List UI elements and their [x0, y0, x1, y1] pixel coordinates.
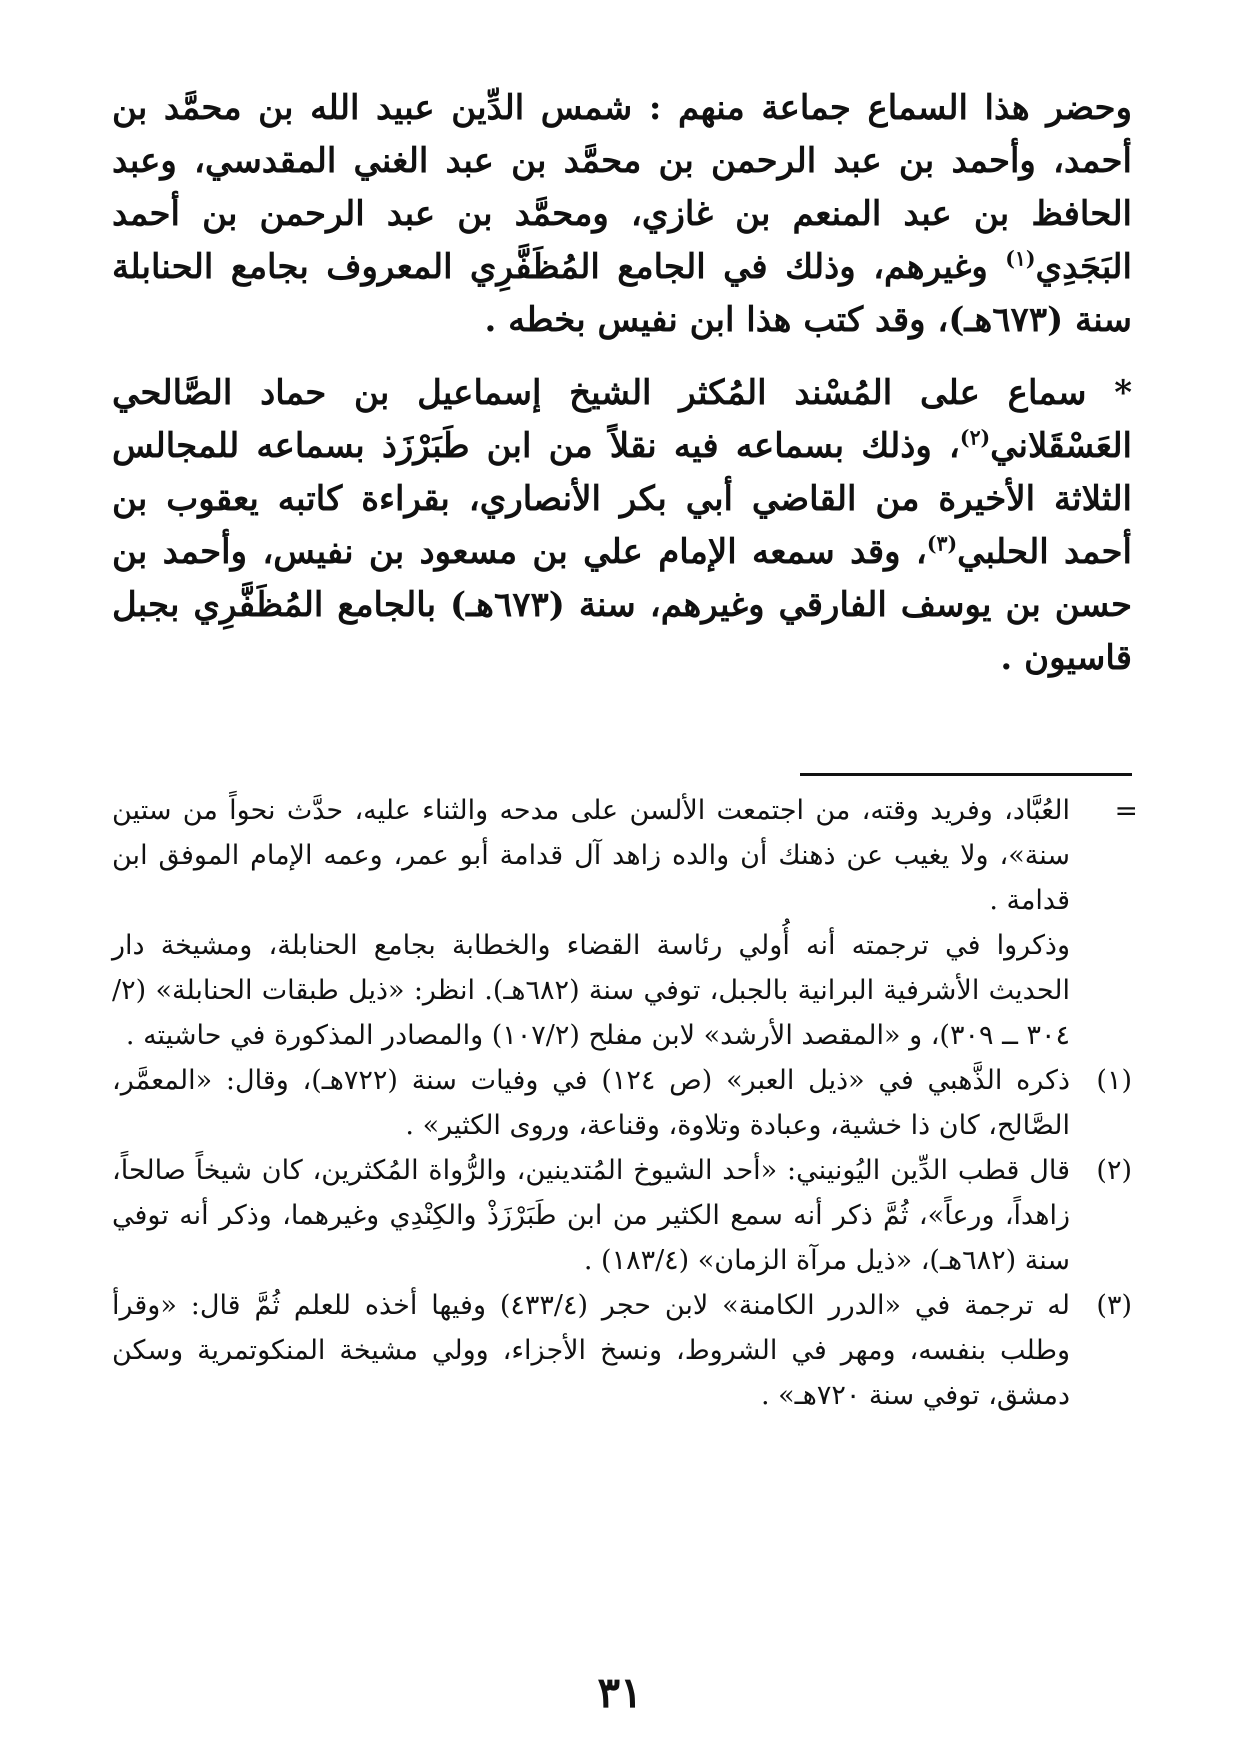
footnote-separator	[800, 773, 1132, 776]
paragraph-1-text: وحضر هذا السماع جماعة منهم : شمس الدِّين عبيد الله بن محمَّد بن أحمد، وأحمد بن عبد الرحمن بن محمَّد بن عبد الغني المقدسي، وعبد الحافظ بن عبد المنعم بن غازي، ومحمَّد بن عبد الرحمن بن أحمد البَجَدِي	[112, 88, 1132, 287]
paragraph-1-end: وغيرهم، وذلك في الجامع المُظَفَّرِي المعروف بجامع الحنابلة سنة (٦٧٣هـ)، وقد كتب هذا ابن نفيس بخطه .	[112, 247, 1132, 340]
paragraph-2	[112, 367, 1132, 685]
paragraph-2-end: ، وقد سمعه الإمام علي بن مسعود بن نفيس، وأحمد بن حسن بن يوسف الفارقي وغيرهم، سنة (٦٧٣هـ) بالجامع المُظَفَّرِي بجبل قاسيون .	[112, 532, 1132, 678]
continuation-mark: =	[1114, 794, 1138, 827]
paragraph-1	[112, 82, 1132, 347]
footnote-3-number: (٣)	[1096, 1290, 1132, 1321]
footnotes	[112, 788, 1138, 1418]
paragraph-2-text: * سماع على المُسْند المُكثر الشيخ إسماعيل بن حماد الصَّالحي العَسْقَلاني	[112, 373, 1132, 466]
footnote-1	[112, 1058, 1132, 1148]
footnote-1-text: ذكره الذَّهبي في «ذيل العبر» (ص ١٢٤) في وفيات سنة (٧٢٢هـ)، وقال: «المعمَّر، الصَّالح، كان ذا خشية، وعبادة وتلاوة، وقناعة، وروى الكثير» .	[112, 1065, 1070, 1141]
footnote-2-text: قال قطب الدِّين اليُونيني: «أحد الشيوخ المُتدينين، والرُّواة المُكثرين، كان شيخاً صالحاً، زاهداً، ورعاً»، ثُمَّ ذكر أنه سمع الكثير من ابن طَبَرْزَذْ والكِنْدِي وغيرهما، وذكر أنه توفي سنة (٦٨٢هـ)، «ذيل مرآة الزمان» (١٨٣/٤) .	[112, 1155, 1070, 1276]
footnote-continuation	[112, 788, 1138, 1058]
paragraph-2-mid: ، وذلك بسماعه فيه نقلاً من ابن طَبَرْزَذ بسماعه للمجالس الثلاثة الأخيرة من القاضي أبي بكر الأنصاري، بقراءة كاتبه يعقوب بن أحمد الحلبي	[112, 426, 1132, 572]
footnote-3-text: له ترجمة في «الدرر الكامنة» لابن حجر (٤٣٣/٤) وفيها أخذه للعلم ثُمَّ قال: «وقرأ وطلب بنفسه، ومهر في الشروط، ونسخ الأجزاء، وولي مشيخة المنكوتمرية وسكن دمشق، توفي سنة ٧٢٠هـ» .	[112, 1290, 1070, 1411]
footnote-ref-2: (٢)	[959, 425, 991, 450]
continuation-text-2: وذكروا في ترجمته أنه أُولي رئاسة القضاء والخطابة بجامع الحنابلة، ومشيخة دار الحديث الأشرفية البرانية بالجبل، توفي سنة (٦٨٢هـ). انظر: «ذيل طبقات الحنابلة» (٢/ ٣٠٤ ــ ٣٠٩)، و «المقصد الأرشد» لابن مفلح (١٠٧/٢) والمصادر المذكورة في حاشيته .	[112, 930, 1070, 1051]
footnote-2	[112, 1148, 1132, 1283]
continuation-text-1: العُبَّاد، وفريد وقته، من اجتمعت الألسن على مدحه والثناء عليه، حدَّث نحواً من ستين سنة»، ولا يغيب عن ذهنك أن والده زاهد آل قدامة أبو عمر، وعمه الإمام الموفق ابن قدامة .	[112, 795, 1070, 916]
footnote-2-number: (٢)	[1096, 1155, 1132, 1186]
main-text	[112, 82, 1132, 685]
footnote-ref-3: (٣)	[926, 531, 958, 556]
footnote-3	[112, 1283, 1132, 1418]
footnote-1-number: (١)	[1096, 1065, 1132, 1096]
footnote-ref-1: (١)	[1005, 246, 1036, 271]
page-number: ٣١	[597, 1668, 643, 1717]
